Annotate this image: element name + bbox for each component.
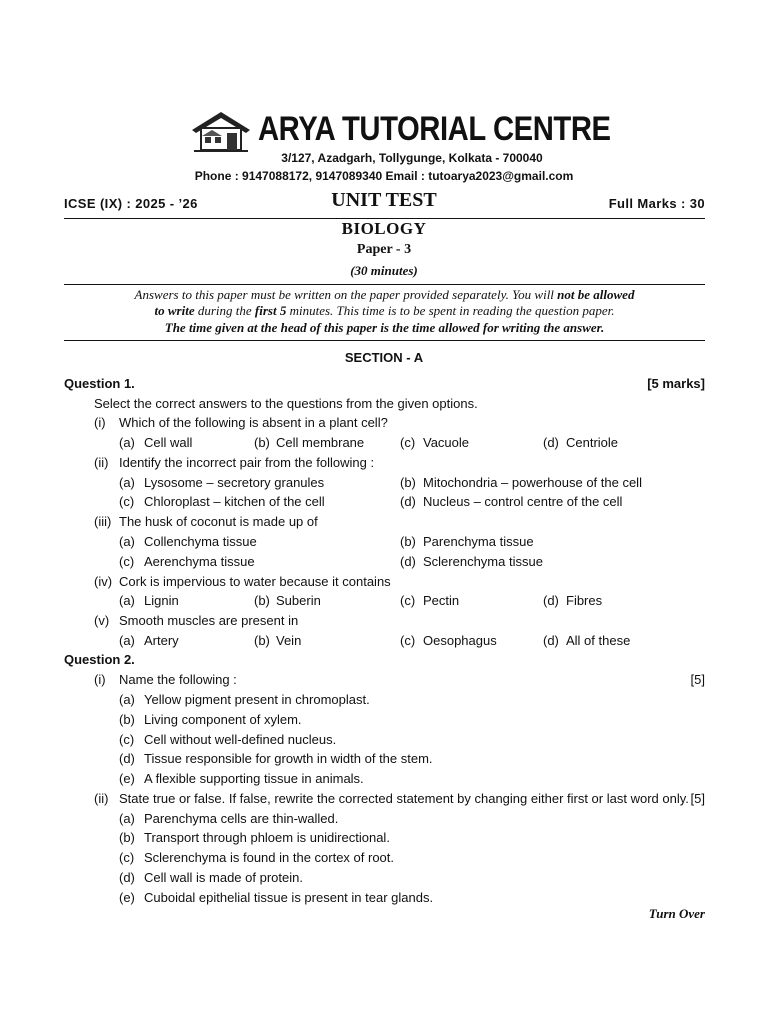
question-1-marks: [5 marks] <box>647 376 705 391</box>
divider <box>64 340 705 341</box>
item-number: (ii) <box>94 455 109 470</box>
option-text: Artery <box>144 633 179 648</box>
sub-item-text: Living component of xylem. <box>144 712 302 727</box>
full-marks: Full Marks : 30 <box>608 196 705 211</box>
house-logo-icon <box>192 112 250 152</box>
option-label: (d) <box>543 593 559 608</box>
option-label: (d) <box>400 494 416 509</box>
option-label: (a) <box>119 534 135 549</box>
option-label: (d) <box>400 554 416 569</box>
sub-item-text: Yellow pigment present in chromoplast. <box>144 692 370 707</box>
sub-item-text: Sclerenchyma is found in the cortex of root. <box>144 850 395 865</box>
item-stem: Which of the following is absent in a plant cell? <box>119 415 388 430</box>
sub-item-text: Tissue responsible for growth in width of the stem. <box>144 751 433 766</box>
option-text: Suberin <box>276 593 321 608</box>
sub-item-label: (e) <box>119 890 135 905</box>
option-label: (b) <box>400 534 416 549</box>
option-text: Mitochondria – powerhouse of the cell <box>423 475 642 490</box>
section-heading: SECTION - A <box>344 350 424 365</box>
item-stem: The husk of coconut is made up of <box>119 514 318 529</box>
sub-item-label: (a) <box>119 811 135 826</box>
item-number: (iii) <box>94 514 112 529</box>
option-text: Lignin <box>144 593 179 608</box>
sub-item-label: (a) <box>119 692 135 707</box>
part-number: (ii) <box>94 791 109 806</box>
sub-item-label: (e) <box>119 771 135 786</box>
option-text: Pectin <box>423 593 460 608</box>
question-1-intro: Select the correct answers to the questions from the given options. <box>94 396 478 411</box>
sub-item-label: (c) <box>119 850 135 865</box>
option-label: (c) <box>119 554 135 569</box>
option-label: (a) <box>119 633 135 648</box>
option-text: All of these <box>566 633 631 648</box>
item-number: (iv) <box>94 574 113 589</box>
part-number: (i) <box>94 672 106 687</box>
item-stem: Identify the incorrect pair from the following : <box>119 455 375 470</box>
subject-title: BIOLOGY <box>341 219 427 238</box>
sub-item-text: A flexible supporting tissue in animals. <box>144 771 364 786</box>
sub-item-text: Parenchyma cells are thin-walled. <box>144 811 339 826</box>
item-stem: Cork is impervious to water because it contains <box>119 574 391 589</box>
option-text: Cell membrane <box>276 435 365 450</box>
class-session: ICSE (IX) : 2025 - ’26 <box>64 196 198 211</box>
option-label: (b) <box>400 475 416 490</box>
part-stem: State true or false. If false, rewrite the corrected statement by changing either first or last word only. <box>119 791 689 806</box>
option-text: Aerenchyma tissue <box>144 554 255 569</box>
option-label: (c) <box>400 633 416 648</box>
sub-item-text: Cell wall is made of protein. <box>144 870 303 885</box>
option-text: Centriole <box>566 435 619 450</box>
instruction-line-1: Answers to this paper must be written on the paper provided separately. You will not be allowed <box>134 287 635 302</box>
option-label: (b) <box>254 633 270 648</box>
option-text: Oesophagus <box>423 633 497 648</box>
option-label: (a) <box>119 435 135 450</box>
option-label: (c) <box>400 593 416 608</box>
instruction-line-3: The time given at the head of this paper is the time allowed for writing the answer. <box>164 320 605 335</box>
item-stem: Smooth muscles are present in <box>119 613 299 628</box>
exam-title: UNIT TEST <box>331 189 437 211</box>
option-text: Cell wall <box>144 435 193 450</box>
sub-item-label: (d) <box>119 751 135 766</box>
option-label: (a) <box>119 593 135 608</box>
sub-item-text: Transport through phloem is unidirectional. <box>144 830 390 845</box>
option-text: Lysosome – secretory granules <box>144 475 325 490</box>
option-label: (a) <box>119 475 135 490</box>
option-text: Sclerenchyma tissue <box>423 554 543 569</box>
part-marks: [5] <box>690 672 705 687</box>
option-label: (c) <box>119 494 135 509</box>
option-label: (d) <box>543 633 559 648</box>
duration: (30 minutes) <box>350 263 418 278</box>
sub-item-label: (c) <box>119 732 135 747</box>
option-text: Vein <box>276 633 302 648</box>
part-marks: [5] <box>690 791 705 806</box>
contact-line: Phone : 9147088172, 9147089340 Email : tutoarya2023@gmail.com <box>194 169 574 183</box>
question-1-title: Question 1. <box>64 376 135 391</box>
sub-item-text: Cell without well-defined nucleus. <box>144 732 337 747</box>
sub-item-label: (b) <box>119 712 135 727</box>
sub-item-label: (d) <box>119 870 135 885</box>
sub-item-text: Cuboidal epithelial tissue is present in tear glands. <box>144 890 434 905</box>
option-text: Fibres <box>566 593 603 608</box>
option-text: Vacuole <box>423 435 470 450</box>
part-stem: Name the following : <box>119 672 237 687</box>
option-label: (c) <box>400 435 416 450</box>
option-label: (b) <box>254 593 270 608</box>
paper-number: Paper - 3 <box>356 242 412 257</box>
option-label: (b) <box>254 435 270 450</box>
item-number: (i) <box>94 415 106 430</box>
option-label: (d) <box>543 435 559 450</box>
turn-over-note: Turn Over <box>648 906 705 921</box>
option-text: Parenchyma tissue <box>423 534 534 549</box>
divider <box>64 284 705 285</box>
option-text: Chloroplast – kitchen of the cell <box>144 494 325 509</box>
address-line: 3/127, Azadgarh, Tollygunge, Kolkata - 700040 <box>281 151 543 165</box>
question-2-title: Question 2. <box>64 652 135 667</box>
sub-item-label: (b) <box>119 830 135 845</box>
option-text: Nucleus – control centre of the cell <box>423 494 623 509</box>
option-text: Collenchyma tissue <box>144 534 257 549</box>
school-name: ARYA TUTORIAL CENTRE <box>258 110 611 148</box>
instruction-line-2: to write during the first 5 minutes. This time is to be spent in reading the question paper. <box>154 303 615 318</box>
item-number: (v) <box>94 613 110 628</box>
